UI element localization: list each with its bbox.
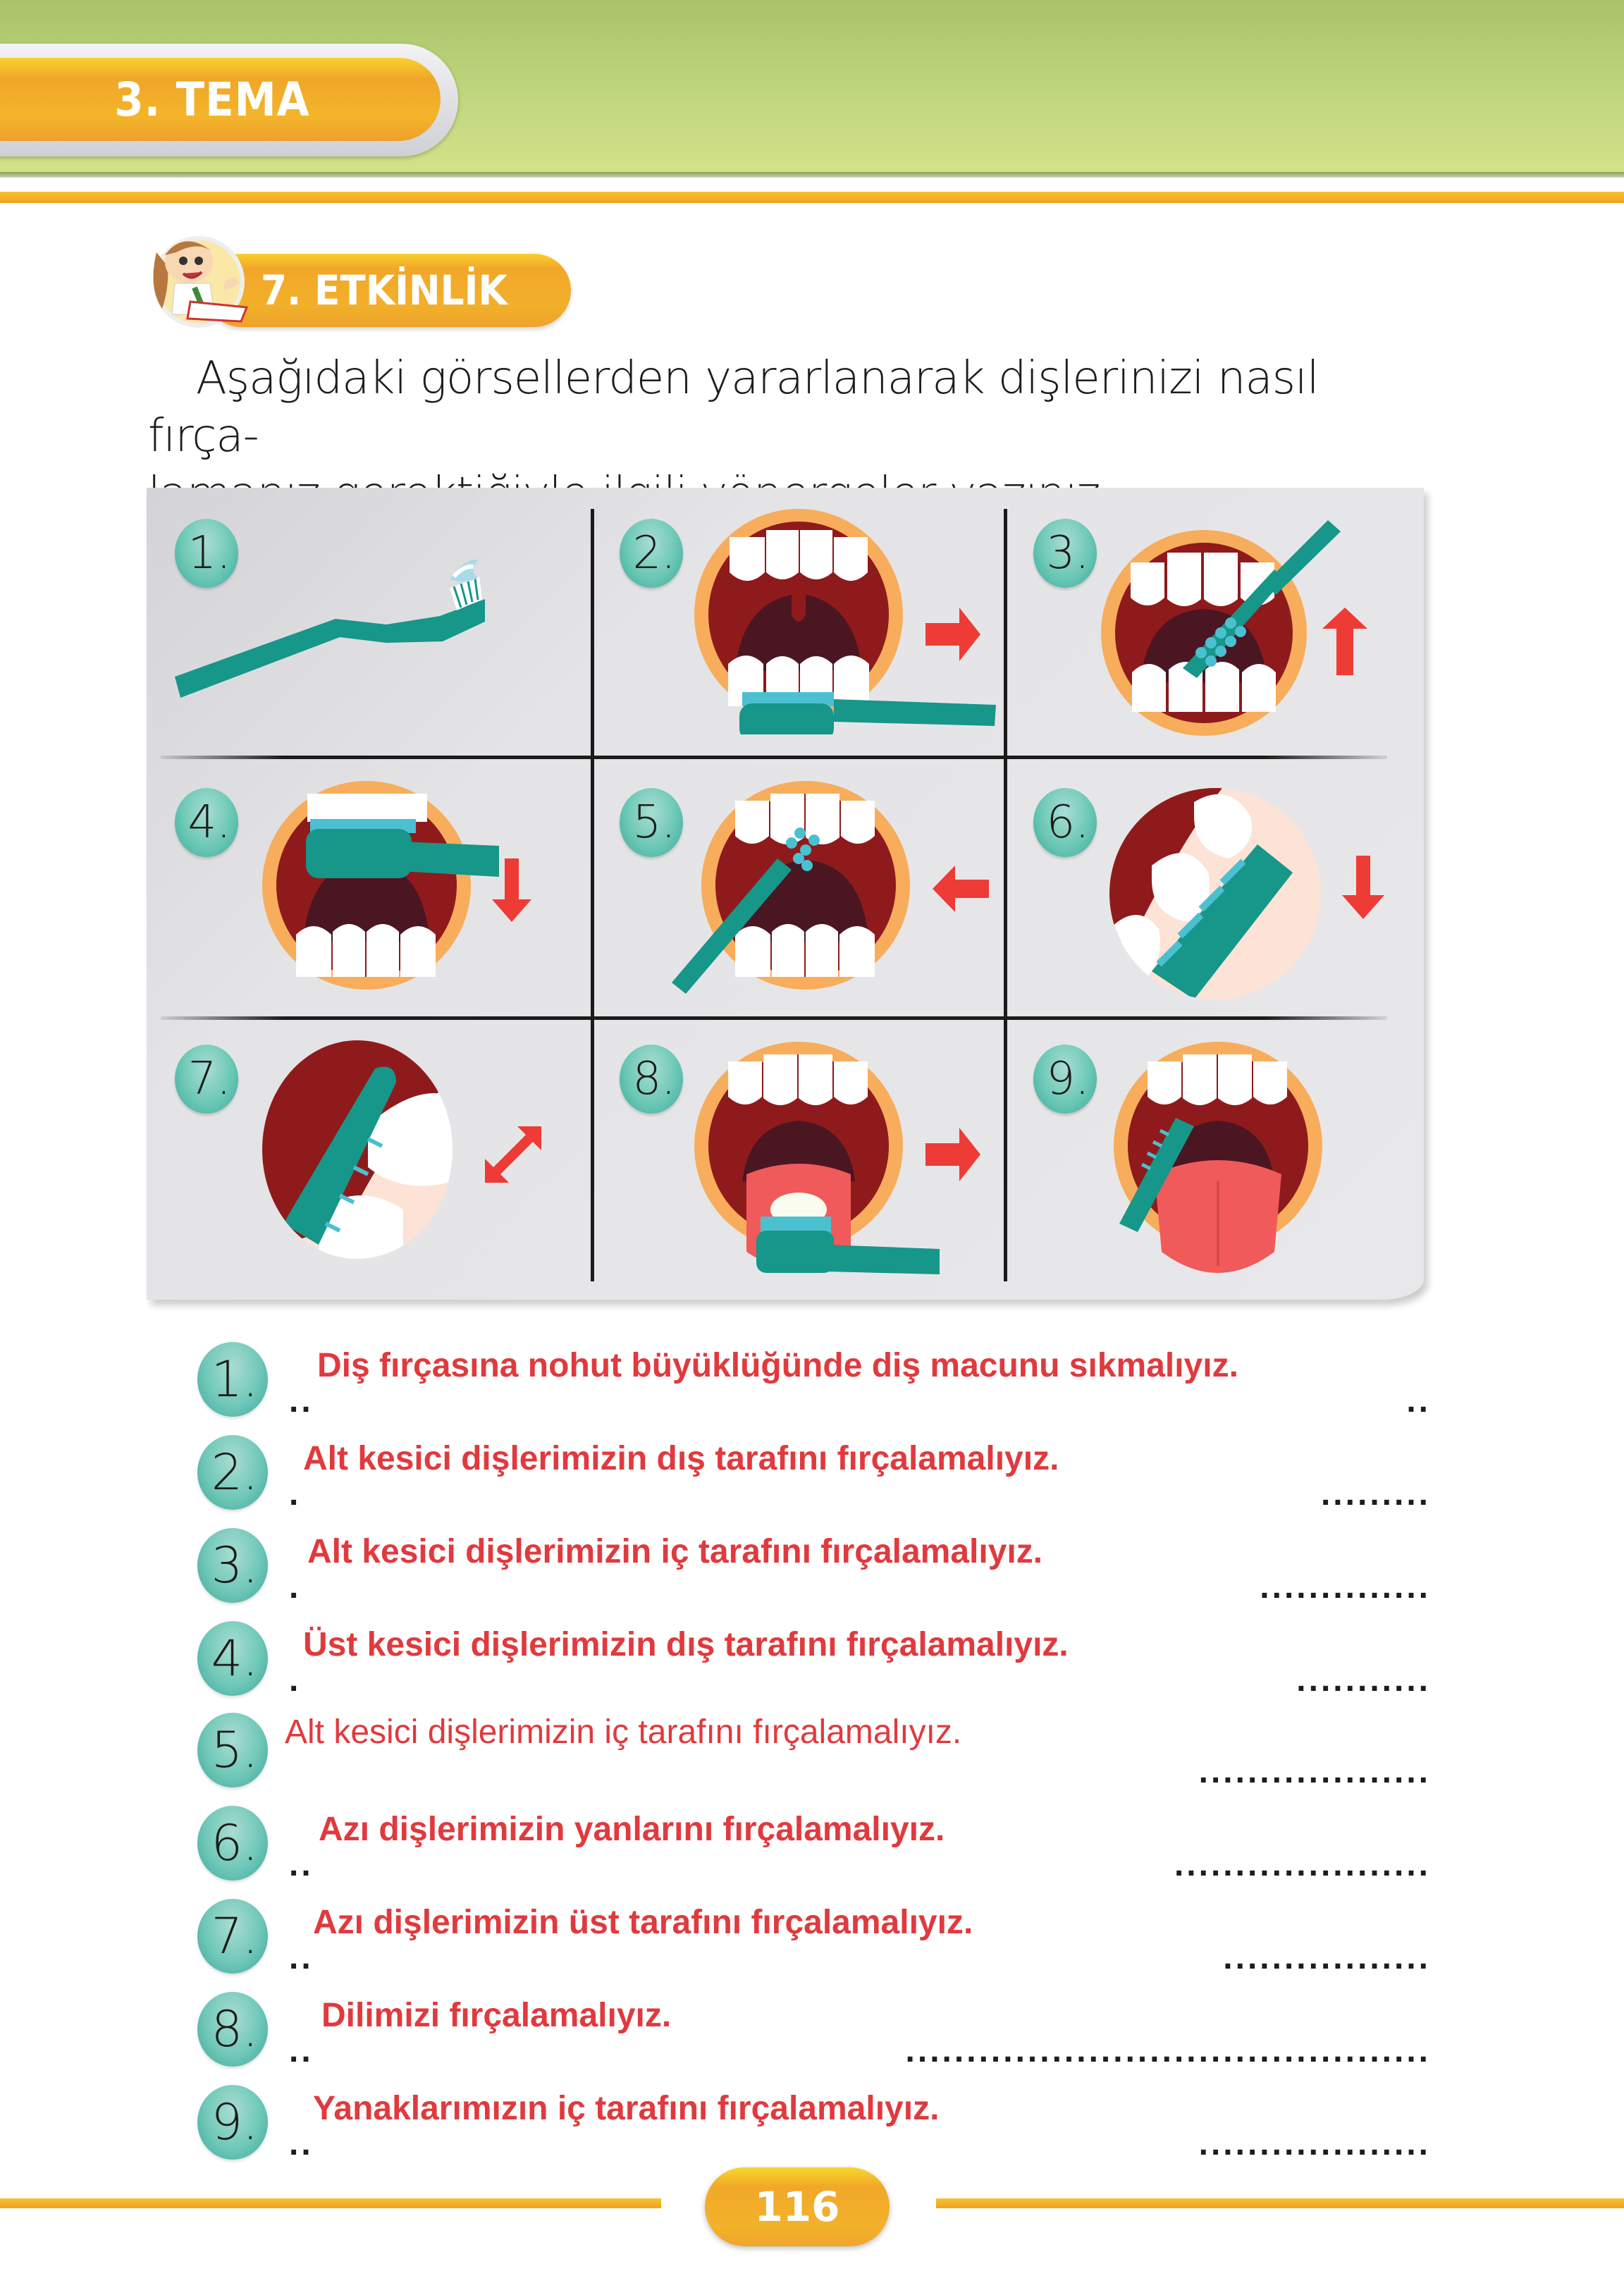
toothbrush-handle-icon — [827, 1239, 940, 1281]
answer-row-1 — [190, 1342, 1431, 1420]
grid-line — [161, 756, 1387, 759]
answer-dots-left: .. — [289, 1939, 314, 1976]
answer-row-7 — [190, 1899, 1431, 1976]
answer-text[interactable]: Azı dişlerimizin yanlarını fırçalamalıyız. — [319, 1811, 945, 1848]
page-number: 116 — [754, 2183, 840, 2231]
answer-dots-right: ................... — [1198, 2125, 1431, 2162]
answer-dots-left: .. — [289, 1846, 314, 1883]
footer-rule-right — [936, 2198, 1624, 2208]
arrow-down-icon — [1342, 856, 1384, 919]
answer-dots-right: .............. — [1260, 1568, 1431, 1606]
step-number-badge: 3. — [1033, 519, 1097, 588]
answer-text[interactable]: Yanaklarımızın iç tarafını fırçalamalıyız. — [313, 2090, 940, 2127]
answer-row-8 — [190, 1992, 1431, 2069]
step-cell-3 — [1007, 488, 1422, 756]
theme-label: 3. TEMA — [114, 72, 310, 127]
answer-row-9 — [190, 2085, 1431, 2162]
toothbrush-handle-icon — [672, 844, 813, 999]
activity-badge — [204, 254, 571, 327]
arrow-left-icon — [933, 866, 989, 912]
arrow-up-icon — [1322, 608, 1367, 675]
answer-number-badge: 4. — [197, 1621, 268, 1696]
answer-row-3 — [190, 1528, 1431, 1606]
step-cell-7 — [147, 1021, 591, 1295]
arrow-right-icon — [925, 1128, 982, 1181]
toothbrush-handle-icon — [1260, 516, 1345, 601]
step-number-badge: 6. — [1033, 788, 1097, 857]
activity-title: 7. ETKİNLİK — [261, 266, 508, 314]
instruction-line-1: Aşağıdaki görsellerden yararlanarak dişlerinizi nasıl fırça- — [148, 352, 1319, 462]
brushing-inner-cheek-icon — [1112, 1040, 1324, 1280]
answer-text[interactable]: Alt kesici dişlerimizin dış tarafını fırçalamalıyız. — [303, 1440, 1059, 1477]
step-cell-6 — [1007, 760, 1422, 1016]
answer-number-badge: 8. — [197, 1992, 268, 2067]
arrow-right-icon — [925, 608, 982, 661]
header-orange-rule — [0, 192, 1624, 203]
step-cell-1 — [147, 488, 591, 756]
answer-number-badge: 2. — [197, 1435, 268, 1510]
brushing-molars-side-icon — [1109, 788, 1321, 999]
girl-mascot-icon — [141, 224, 254, 330]
toothbrush-with-toothpaste-icon — [168, 537, 562, 720]
grid-line — [161, 1016, 1387, 1020]
answer-dots-right: ................... — [1198, 1753, 1431, 1790]
theme-badge — [0, 58, 441, 141]
step-cell-2 — [594, 488, 1003, 756]
answer-dots-left: . — [289, 1475, 302, 1513]
answer-dots-left: . — [289, 1568, 302, 1606]
answer-number-badge: 1. — [197, 1342, 268, 1417]
step-cell-8 — [594, 1021, 1003, 1295]
answer-row-6 — [190, 1806, 1431, 1883]
answer-text[interactable]: Alt kesici dişlerimizin iç tarafını fırçalamalıyız. — [285, 1713, 962, 1751]
answer-text[interactable]: Alt kesici dişlerimizin iç tarafını fırçalamalıyız. — [307, 1533, 1043, 1570]
step-number-badge: 4. — [175, 788, 238, 857]
arrow-diagonal-both-icon — [485, 1126, 541, 1183]
answer-number-badge: 5. — [197, 1713, 268, 1787]
step-cell-9 — [1007, 1021, 1422, 1295]
answer-dots-right: ................. — [1223, 1939, 1431, 1976]
answer-dots-right: ........................................... — [905, 2032, 1431, 2069]
brushing-molars-top-icon — [262, 1040, 453, 1259]
step-cell-5 — [594, 760, 1003, 1016]
answer-dots-right: ........... — [1296, 1661, 1431, 1699]
step-cell-4 — [147, 760, 591, 1016]
answer-dots-left: .. — [289, 1382, 314, 1420]
toothbrush-handle-icon — [834, 692, 1003, 741]
answer-dots-left: .. — [289, 2032, 314, 2069]
step-number-badge: 2. — [620, 519, 683, 588]
answer-dots-left: .. — [289, 2125, 314, 2162]
answer-number-badge: 6. — [197, 1806, 268, 1880]
step-number-badge: 8. — [620, 1045, 683, 1114]
answer-number-badge: 9. — [197, 2085, 268, 2160]
brushing-upper-front-teeth-outer-icon — [261, 780, 472, 991]
answer-text[interactable]: Azı dişlerimizin üst tarafını fırçalamalıyız. — [313, 1904, 973, 1941]
step-number-badge: 5. — [620, 788, 683, 857]
step-number-badge: 9. — [1033, 1045, 1097, 1114]
brushing-steps-panel — [147, 488, 1424, 1300]
answer-number-badge: 7. — [197, 1899, 268, 1974]
step-number-badge: 1. — [175, 519, 238, 588]
answer-text[interactable]: Diş fırçasına nohut büyüklüğünde diş macunu sıkmalıyız. — [317, 1347, 1238, 1384]
arrow-down-icon — [492, 858, 531, 922]
step-number-badge: 7. — [175, 1045, 238, 1114]
toothbrush-handle-icon — [400, 837, 499, 880]
answer-row-5 — [190, 1713, 1431, 1790]
answer-dots-left: . — [289, 1661, 302, 1699]
footer-rule-left — [0, 2198, 661, 2208]
answer-number-badge: 3. — [197, 1528, 268, 1603]
answer-dots-right: .. — [1406, 1382, 1431, 1420]
answer-dots-right: ......... — [1320, 1475, 1431, 1513]
answer-row-4 — [190, 1621, 1431, 1699]
page-number-badge — [705, 2167, 890, 2246]
header-divider — [0, 172, 1624, 178]
answer-text[interactable]: Üst kesici dişlerimizin dış tarafını fırçalamalıyız. — [303, 1626, 1069, 1663]
answer-text[interactable]: Dilimizi fırçalamalıyız. — [321, 1997, 672, 2034]
answer-dots-right: ..................... — [1174, 1846, 1431, 1883]
answer-row-2 — [190, 1435, 1431, 1513]
